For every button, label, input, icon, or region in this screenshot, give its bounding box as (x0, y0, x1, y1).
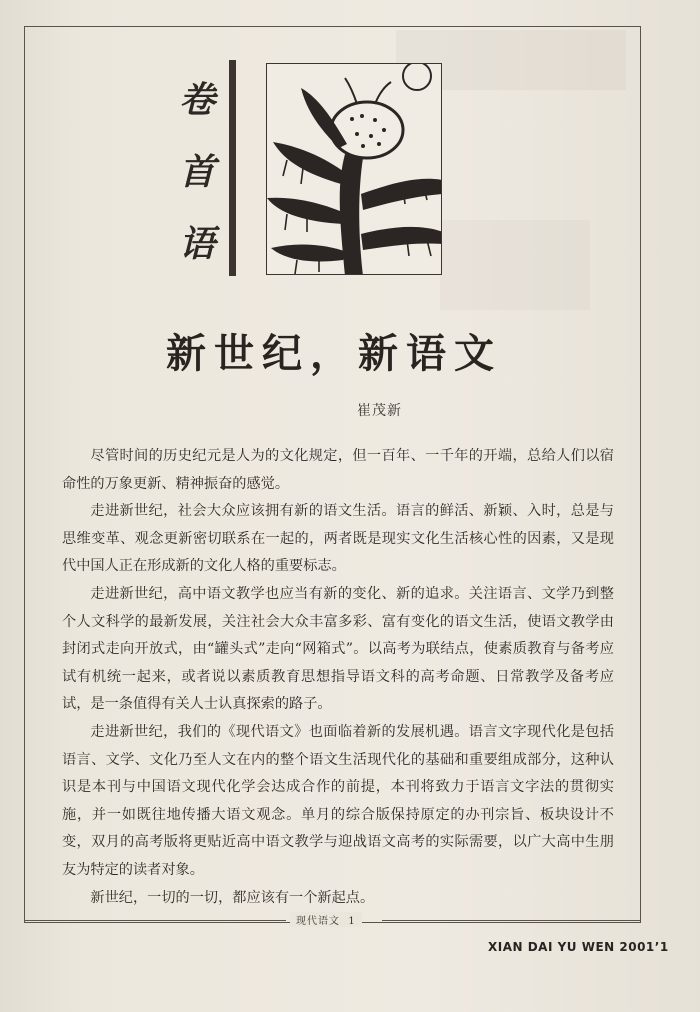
footer-rule-left (24, 920, 286, 921)
column-title-char: 卷 (178, 79, 215, 121)
article-paragraph: 尽管时间的历史纪元是人为的文化规定，但一百年、一千年的开端，总给人们以宿命性的万象更新、精神振奋的感觉。 (62, 448, 614, 492)
footer-magazine-label (290, 912, 362, 927)
article-paragraph: 新世纪，一切的一切，都应该有一个新起点。 (90, 889, 375, 906)
article-paragraph: 走进新世纪，社会大众应该拥有新的语文生活。语言的鲜活、新颖、入时，总是与思维变革、观念更新密切联系在一起的，两者既是现实文化生活核心性的因素，又是现代中国人正在形成新的文化人格的重要标志。 (62, 503, 614, 575)
issue-line: XIAN DAI YU WEN 2001’1 (488, 940, 669, 954)
column-divider-bar (229, 60, 236, 276)
article-paragraph: 走进新世纪，高中语文教学也应当有新的变化、新的追求。关注语言、文学乃到整个人文科学的最新发展，关注社会大众丰富多彩、富有变化的语文生活，使语文教学由封闭式走向开放式，由“罐头式”走向“网箱式”。以高考为联结点，使素质教育与备考应试有机统一起来，或者说以素质教育思想指导语文科的高考命题、日常教学及备考应试，是一条值得有关人士认真探索的路子。 (62, 585, 614, 713)
article-paragraph: 走进新世纪，我们的《现代语文》也面临着新的发展机遇。语言文字现代化是包括语言、文学、文化乃至人文在内的整个语文生活现代化的基础和重要组成部分，这种认识是本刊与中国语文现代化学会达成合作的前提，本刊将致力于语言文字法的贯彻实施，并一如既往地传播大语文观念。单月的综合版保持原定的办刊宗旨、板块设计不变，双月的高考版将更贴近高中语文教学与迎战语文高考的实际需要，以广大高中生朋友为特定的读者对象。 (62, 723, 614, 878)
column-title-char: 首 (178, 151, 215, 193)
article-author: 崔茂新 (357, 403, 402, 419)
article-body (62, 443, 614, 912)
column-title (172, 64, 222, 280)
footer-magazine-name: 现代语文 (296, 916, 340, 927)
page-number: 1 (348, 916, 356, 927)
column-title-char: 语 (178, 223, 215, 265)
footer-rule-right (382, 920, 641, 921)
article-title: 新世纪，新语文 (166, 330, 502, 377)
plant-character-illustration (266, 63, 442, 275)
